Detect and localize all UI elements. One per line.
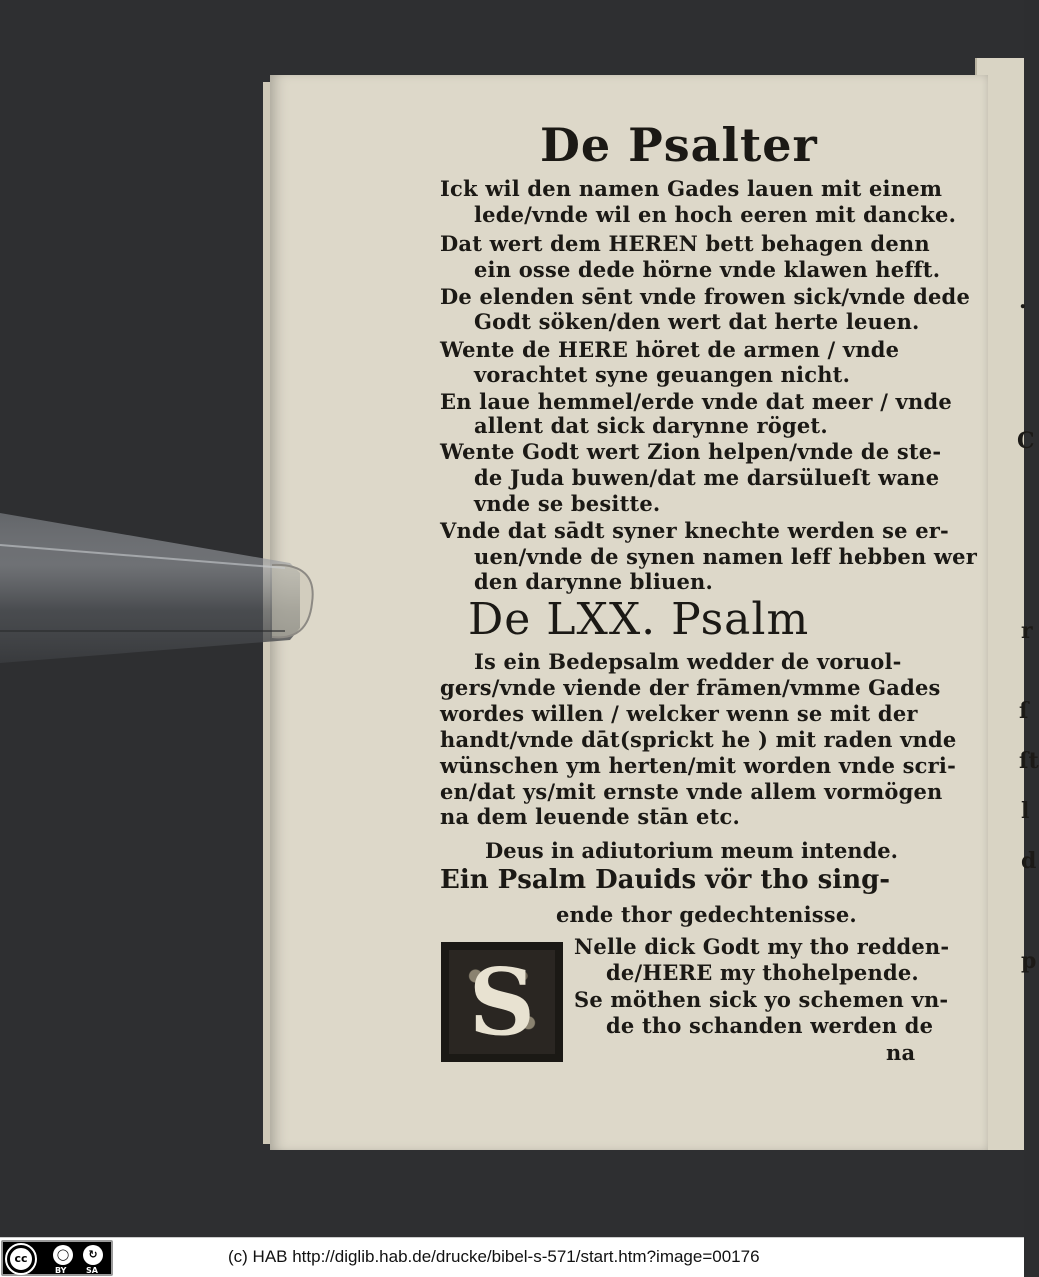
body-line: vnde se besitte.: [474, 491, 661, 516]
body-line: Dat wert dem HEREN bett behagen denn: [440, 231, 930, 256]
summary-line: wordes willen / welcker wenn se mit der: [440, 701, 918, 726]
body-line: allent dat sick darynne röget.: [474, 413, 828, 438]
body-line: de Juda buwen/dat me darsülueſt wane: [474, 465, 940, 490]
catchword: na: [886, 1040, 916, 1065]
body-line: De elenden sēnt vnde frowen sick/vnde dede: [440, 284, 971, 309]
footer-bar: [0, 1237, 1024, 1277]
running-title: De Psalter: [540, 118, 818, 172]
summary-line: en/dat ys/mit ernste vnde allem vormögen: [440, 779, 943, 804]
by-label: BY: [55, 1266, 67, 1275]
glass-page-weight: [0, 513, 318, 663]
body-line: ein osse dede hörne vnde klawen hefft.: [474, 257, 941, 282]
body-line: vorachtet syne geuangen nicht.: [474, 362, 851, 387]
sa-label: SA: [86, 1266, 98, 1275]
facing-page-fragment: . C r ſ ſt l d p: [975, 58, 1024, 1150]
psalm-subtitle-line: ende thor gedechtenisse.: [556, 902, 857, 927]
psalm-subtitle-line: Ein Psalm Dauids vör tho sing-: [440, 865, 891, 895]
verse-line: Se möthen sick yo schemen vn-: [574, 987, 949, 1012]
verse-line: Nelle dick Godt my tho redden-: [574, 934, 950, 959]
cc-icon: cc: [7, 1245, 35, 1273]
initial-letter: S: [468, 948, 536, 1056]
summary-line: wünschen ym herten/mit worden vnde scri-: [440, 753, 957, 778]
summary-line: na dem leuende stān etc.: [440, 804, 741, 829]
body-line: En laue hemmel/erde vnde dat meer / vnde: [440, 389, 952, 414]
person-icon: ◯: [53, 1245, 73, 1265]
body-line: Wente Godt wert Zion helpen/vnde de ste-: [440, 439, 942, 464]
decorated-initial: [441, 942, 563, 1062]
psalm-heading: De LXX. Psalm: [468, 594, 810, 645]
copyright-credit: (c) HAB http://diglib.hab.de/drucke/bibel-s-571/start.htm?image=00176: [228, 1247, 760, 1266]
cc-license-badge[interactable]: [1, 1240, 113, 1276]
summary-line: handt/vnde dāt(sprickt he ) mit raden vnde: [440, 727, 957, 752]
body-line: den darynne bliuen.: [474, 569, 714, 594]
verse-line: de tho schanden werden de: [606, 1013, 934, 1038]
body-line: Ick wil den namen Gades lauen mit einem: [440, 176, 943, 201]
body-line: Godt söken/den wert dat herte leuen.: [474, 309, 920, 334]
summary-line: gers/vnde viende der frāmen/vmme Gades: [440, 675, 941, 700]
body-line: uen/vnde de synen namen leff hebben wer: [474, 544, 977, 569]
latin-incipit: Deus in adiutorium meum intende.: [485, 838, 898, 863]
body-line: Wente de HERE höret de armen / vnde: [440, 337, 900, 362]
body-line: Vnde dat sādt syner knechte werden se er-: [440, 518, 949, 543]
body-line: lede/vnde wil en hoch eeren mit dancke.: [474, 202, 957, 227]
verse-line: de/HERE my thohelpende.: [606, 960, 919, 985]
share-alike-icon: ↻: [83, 1245, 103, 1265]
summary-line: Is ein Bedepsalm wedder de voruol-: [474, 649, 902, 674]
